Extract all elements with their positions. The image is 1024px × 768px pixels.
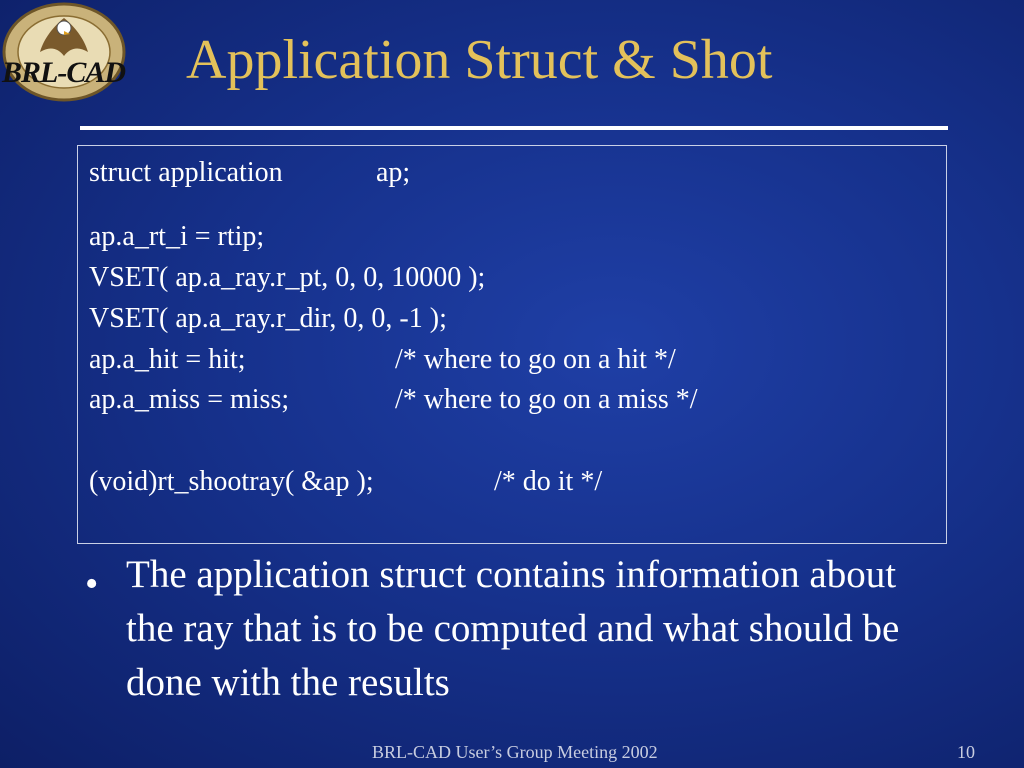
code-line-3: VSET( ap.a_ray.r_pt, 0, 0, 10000 );: [89, 262, 486, 293]
code-block: [77, 145, 947, 544]
slide-footer: BRL-CAD User’s Group Meeting 2002: [372, 742, 658, 762]
code-line-1: [89, 157, 411, 188]
code-line-2: ap.a_rt_i = rtip;: [89, 221, 265, 252]
code-comment: /* where to go on a miss */: [395, 384, 698, 415]
code-line-5: [89, 344, 676, 375]
code-line-7: [89, 466, 603, 497]
code-text: ap.a_hit = hit;: [89, 344, 246, 375]
bullet-item: The application struct contains information about the ray that is to be computed and what should be done with the results: [126, 553, 900, 704]
bullet-marker: •: [85, 563, 99, 605]
code-line-6: [89, 384, 698, 415]
code-text: ap;: [376, 157, 411, 188]
code-text: (void)rt_shootray( &ap );: [89, 466, 374, 497]
code-comment: /* where to go on a hit */: [395, 344, 676, 375]
code-line-4: VSET( ap.a_ray.r_dir, 0, 0, -1 );: [89, 303, 447, 334]
code-text: ap.a_miss = miss;: [89, 384, 290, 415]
slide-title: Application Struct & Shot: [186, 29, 773, 91]
code-text: struct application: [89, 157, 283, 188]
title-divider: [80, 126, 948, 130]
logo-emblem-text: BRL-CAD: [2, 56, 126, 89]
brl-cad-logo: [0, 0, 132, 106]
code-comment: /* do it */: [494, 466, 603, 497]
page-number: 10: [957, 742, 975, 762]
